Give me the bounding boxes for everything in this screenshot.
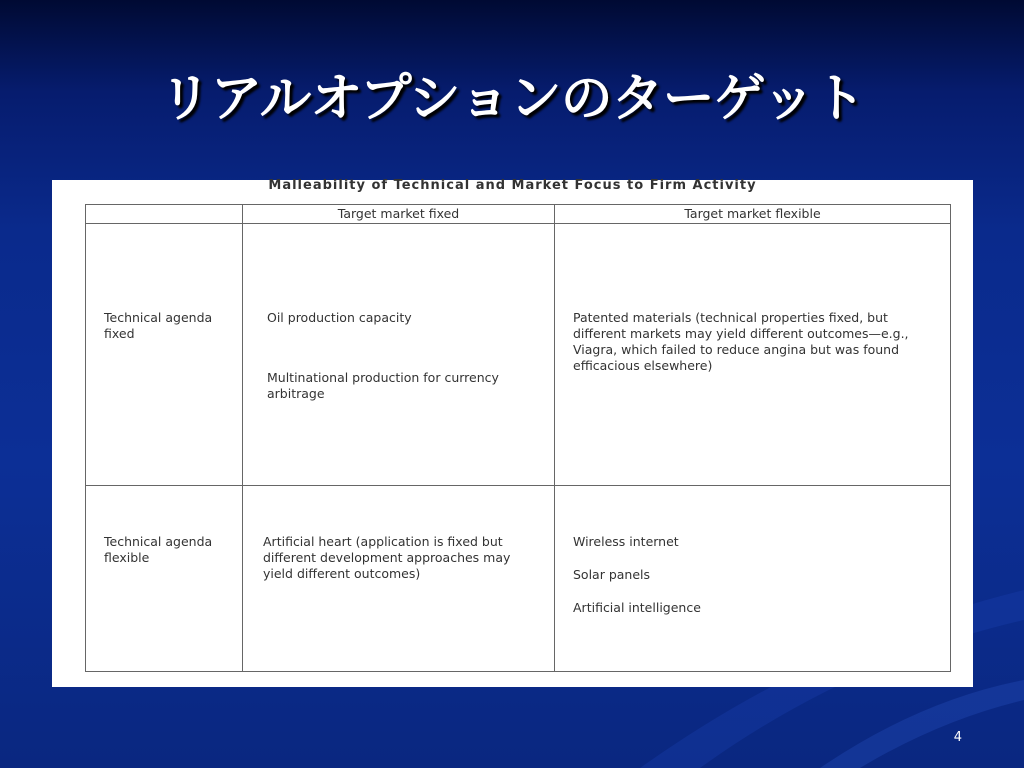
list-item: Solar panels	[573, 567, 651, 582]
table-cell	[555, 224, 951, 486]
table-row	[86, 486, 951, 672]
list-item: Artificial intelligence	[573, 600, 701, 615]
list-item: Oil production capacity	[267, 310, 412, 325]
header-target-market-flexible: Target market flexible	[555, 205, 951, 224]
slide-title: リアルオプションのターゲット	[159, 69, 865, 129]
table-cell	[243, 486, 555, 672]
table-header-row	[86, 205, 951, 224]
row-label-technical-agenda-fixed: Technical agenda fixed	[104, 310, 213, 341]
table-cell	[243, 224, 555, 486]
row-label-cell	[86, 224, 243, 486]
list-item: Multinational production for currency arbitrage	[267, 370, 499, 401]
header-corner-cell	[86, 205, 243, 224]
malleability-table	[85, 204, 951, 672]
table-image-panel	[52, 180, 973, 687]
row-label-technical-agenda-flexible: Technical agenda flexible	[104, 534, 213, 565]
table-cell	[555, 486, 951, 672]
header-target-market-fixed: Target market fixed	[243, 205, 555, 224]
row-label-cell	[86, 486, 243, 672]
table-caption: Malleability of Technical and Market Focus to Firm Activity	[268, 178, 757, 193]
list-item: Wireless internet	[573, 534, 679, 549]
list-item: Patented materials (technical properties fixed, but different markets may yield different outcomes—e.g., Viagra, which failed to reduce angina but was found efficacious elsewhere)	[573, 310, 909, 373]
list-item: Artificial heart (application is fixed but different development approaches may yield different outcomes)	[263, 534, 511, 581]
page-number: 4	[953, 730, 962, 745]
table-row	[86, 224, 951, 486]
